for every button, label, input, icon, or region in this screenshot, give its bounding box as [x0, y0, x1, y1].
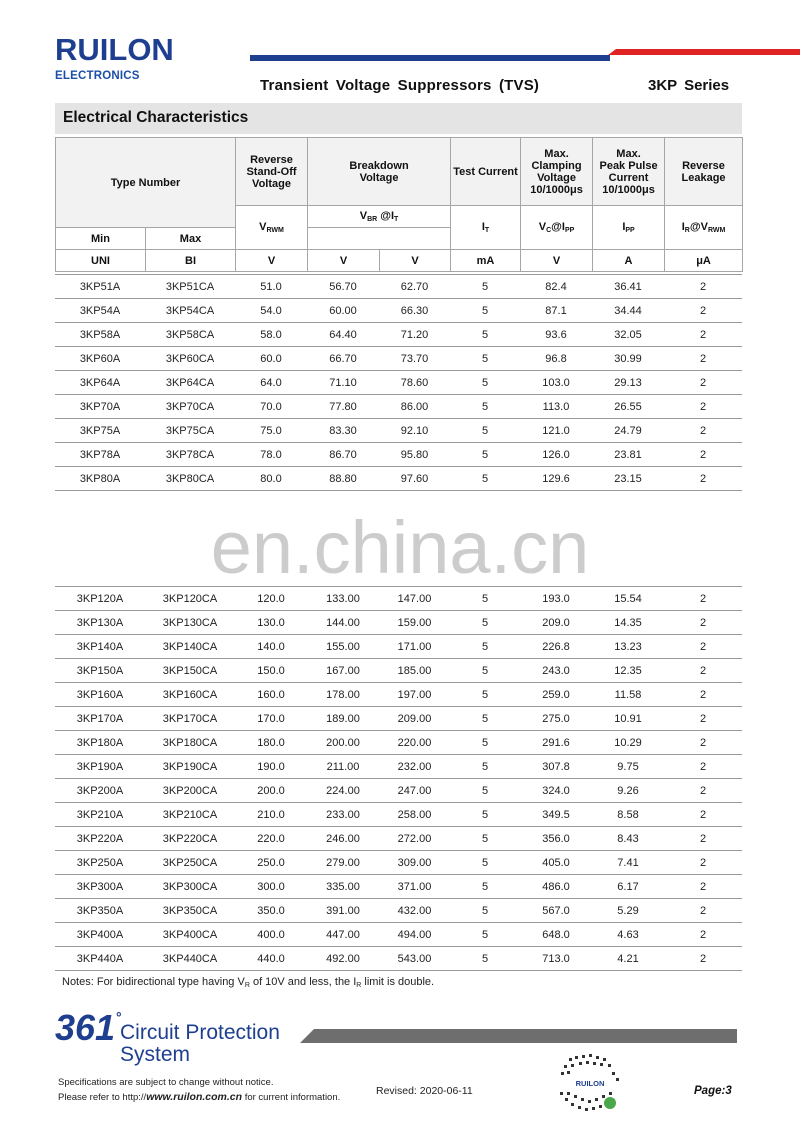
cell-uni: 3KP120A [55, 587, 145, 611]
symbol-ir: $I_R@V_{RWM}$ [665, 206, 743, 250]
unit-min: V [308, 250, 380, 272]
cell-vbr-min: 492.00 [307, 947, 379, 971]
cell-uni: 3KP150A [55, 659, 145, 683]
footer-disclaimer: Specifications are subject to change without notice. [58, 1077, 274, 1088]
cell-vbr-max: 95.80 [379, 443, 450, 467]
cell-bi: 3KP58CA [145, 323, 235, 347]
brand-circuit-protection: Circuit Protection [120, 1021, 280, 1044]
cell-vc: 648.0 [520, 923, 592, 947]
watermark-text: en.china.cn [210, 506, 590, 589]
cell-it: 5 [450, 443, 520, 467]
cell-vbr-max: 220.00 [379, 731, 450, 755]
cell-vbr-min: 178.00 [307, 683, 379, 707]
cell-uni: 3KP440A [55, 947, 145, 971]
cell-vc: 307.8 [520, 755, 592, 779]
cell-ipp: 13.23 [592, 635, 664, 659]
cell-vc: 209.0 [520, 611, 592, 635]
table-row [55, 659, 742, 683]
cell-ir: 2 [664, 299, 742, 323]
unit-uni: UNI [56, 250, 146, 272]
unit-it: mA [451, 250, 521, 272]
cell-vc: 96.8 [520, 347, 592, 371]
table-row [55, 899, 742, 923]
cell-vbr-max: 147.00 [379, 587, 450, 611]
cell-vbr-min: 133.00 [307, 587, 379, 611]
cell-ir: 2 [664, 419, 742, 443]
cell-vbr-max: 78.60 [379, 371, 450, 395]
unit-bi: BI [146, 250, 236, 272]
cell-vrwm: 64.0 [235, 371, 307, 395]
cell-vc: 324.0 [520, 779, 592, 803]
cell-it: 5 [450, 611, 520, 635]
cell-bi: 3KP64CA [145, 371, 235, 395]
cell-bi: 3KP190CA [145, 755, 235, 779]
cell-uni: 3KP75A [55, 419, 145, 443]
cell-vrwm: 190.0 [235, 755, 307, 779]
cell-vbr-min: 155.00 [307, 635, 379, 659]
cell-uni: 3KP350A [55, 899, 145, 923]
cell-uni: 3KP170A [55, 707, 145, 731]
table-row [55, 635, 742, 659]
cell-ipp: 23.81 [592, 443, 664, 467]
cell-vbr-min: 88.80 [307, 467, 379, 491]
symbol-vrwm: $V_{RWM}$ [236, 206, 308, 250]
table-row [55, 419, 742, 443]
cell-ipp: 30.99 [592, 347, 664, 371]
cell-uni: 3KP140A [55, 635, 145, 659]
symbol-vbr: $V_{BR}$ $@I_T$ [308, 206, 451, 228]
cell-vc: 82.4 [520, 275, 592, 299]
revision-date: Revised: 2020-06-11 [376, 1085, 473, 1097]
cell-uni: 3KP210A [55, 803, 145, 827]
cell-ipp: 15.54 [592, 587, 664, 611]
header-breakdown-voltage: Breakdown Voltage [308, 138, 451, 206]
cell-it: 5 [450, 419, 520, 443]
cell-vbr-max: 232.00 [379, 755, 450, 779]
cell-vbr-min: 335.00 [307, 875, 379, 899]
table-row [55, 347, 742, 371]
cell-bi: 3KP300CA [145, 875, 235, 899]
document-title: Transient Voltage Suppressors (TVS) [260, 77, 540, 94]
unit-max: V [380, 250, 451, 272]
cell-uni: 3KP60A [55, 347, 145, 371]
table-row [55, 779, 742, 803]
table-notes: Notes: For bidirectional type having $V_R$ of 10V and less, the $I_R$ limit is double. [62, 976, 435, 989]
cell-it: 5 [450, 371, 520, 395]
cell-vc: 713.0 [520, 947, 592, 971]
cell-vc: 291.6 [520, 731, 592, 755]
table-row [55, 587, 742, 611]
cell-ipp: 32.05 [592, 323, 664, 347]
table-row [55, 395, 742, 419]
cell-uni: 3KP58A [55, 323, 145, 347]
cell-ir: 2 [664, 779, 742, 803]
table-row [55, 731, 742, 755]
cell-ir: 2 [664, 587, 742, 611]
cell-ir: 2 [664, 875, 742, 899]
cell-it: 5 [450, 851, 520, 875]
section-title: Electrical Characteristics [63, 109, 249, 126]
cell-vbr-max: 247.00 [379, 779, 450, 803]
cell-vrwm: 160.0 [235, 683, 307, 707]
cell-uni: 3KP78A [55, 443, 145, 467]
cell-ir: 2 [664, 635, 742, 659]
table-row [55, 611, 742, 635]
header-reverse-leakage: Reverse Leakage [665, 138, 743, 206]
cell-bi: 3KP51CA [145, 275, 235, 299]
qr-logo-text: RUILON [575, 1079, 605, 1088]
cell-vbr-max: 494.00 [379, 923, 450, 947]
header-type-number: Type Number [56, 138, 236, 228]
cell-vrwm: 170.0 [235, 707, 307, 731]
cell-vbr-min: 391.00 [307, 899, 379, 923]
cell-it: 5 [450, 899, 520, 923]
qr-code-icon [555, 1048, 625, 1118]
header-stripe-blue [250, 55, 610, 61]
cell-ir: 2 [664, 467, 742, 491]
cell-vc: 193.0 [520, 587, 592, 611]
cell-vbr-max: 185.00 [379, 659, 450, 683]
footer-gray-bar [300, 1029, 737, 1043]
cell-bi: 3KP130CA [145, 611, 235, 635]
cell-bi: 3KP220CA [145, 827, 235, 851]
cell-vbr-max: 371.00 [379, 875, 450, 899]
table-row [55, 755, 742, 779]
cell-it: 5 [450, 755, 520, 779]
cell-vrwm: 200.0 [235, 779, 307, 803]
data-table-bottom [55, 586, 742, 971]
cell-ipp: 6.17 [592, 875, 664, 899]
cell-uni: 3KP80A [55, 467, 145, 491]
cell-ipp: 10.91 [592, 707, 664, 731]
cell-vbr-min: 64.40 [307, 323, 379, 347]
cell-bi: 3KP440CA [145, 947, 235, 971]
cell-vbr-min: 211.00 [307, 755, 379, 779]
cell-ir: 2 [664, 323, 742, 347]
table-row [55, 827, 742, 851]
cell-uni: 3KP130A [55, 611, 145, 635]
cell-ipp: 23.15 [592, 467, 664, 491]
cell-vrwm: 210.0 [235, 803, 307, 827]
cell-vrwm: 350.0 [235, 899, 307, 923]
cell-vbr-max: 97.60 [379, 467, 450, 491]
table-row [55, 299, 742, 323]
cell-bi: 3KP80CA [145, 467, 235, 491]
cell-vbr-min: 86.70 [307, 443, 379, 467]
table-row [55, 323, 742, 347]
cell-bi: 3KP120CA [145, 587, 235, 611]
symbol-it: $I_T$ [451, 206, 521, 250]
cell-bi: 3KP160CA [145, 683, 235, 707]
cell-ir: 2 [664, 707, 742, 731]
cell-it: 5 [450, 779, 520, 803]
cell-vc: 87.1 [520, 299, 592, 323]
cell-vbr-min: 144.00 [307, 611, 379, 635]
cell-it: 5 [450, 875, 520, 899]
cell-bi: 3KP150CA [145, 659, 235, 683]
cell-bi: 3KP54CA [145, 299, 235, 323]
cell-it: 5 [450, 683, 520, 707]
cell-it: 5 [450, 827, 520, 851]
series-name: 3KP Series [648, 77, 730, 94]
unit-ipp: A [593, 250, 665, 272]
cell-ir: 2 [664, 923, 742, 947]
cell-it: 5 [450, 395, 520, 419]
page-number: Page:3 [694, 1085, 732, 1097]
cell-ir: 2 [664, 347, 742, 371]
cell-ir: 2 [664, 755, 742, 779]
cell-vrwm: 180.0 [235, 731, 307, 755]
data-table-top [55, 274, 742, 491]
table-row [55, 467, 742, 491]
cell-ipp: 4.63 [592, 923, 664, 947]
cell-vbr-min: 66.70 [307, 347, 379, 371]
cell-vbr-max: 309.00 [379, 851, 450, 875]
cell-vc: 349.5 [520, 803, 592, 827]
cell-vrwm: 220.0 [235, 827, 307, 851]
cell-vc: 226.8 [520, 635, 592, 659]
cell-vrwm: 75.0 [235, 419, 307, 443]
cell-bi: 3KP170CA [145, 707, 235, 731]
cell-ir: 2 [664, 443, 742, 467]
brand-361-number: 361 [55, 1007, 116, 1048]
cell-ipp: 24.79 [592, 419, 664, 443]
table-row [55, 275, 742, 299]
cell-ir: 2 [664, 899, 742, 923]
cell-vbr-max: 66.30 [379, 299, 450, 323]
cell-vbr-min: 189.00 [307, 707, 379, 731]
cell-ipp: 7.41 [592, 851, 664, 875]
cell-uni: 3KP54A [55, 299, 145, 323]
cell-vrwm: 51.0 [235, 275, 307, 299]
cell-vc: 567.0 [520, 899, 592, 923]
cell-bi: 3KP210CA [145, 803, 235, 827]
cell-vbr-max: 258.00 [379, 803, 450, 827]
cell-vbr-max: 71.20 [379, 323, 450, 347]
cell-vbr-min: 56.70 [307, 275, 379, 299]
cell-vrwm: 54.0 [235, 299, 307, 323]
cell-ipp: 5.29 [592, 899, 664, 923]
cell-vc: 126.0 [520, 443, 592, 467]
header-max-peak-pulse: Max. Peak Pulse Current 10/1000μs [593, 138, 665, 206]
header-test-current: Test Current [451, 138, 521, 206]
cell-ir: 2 [664, 851, 742, 875]
cell-vrwm: 120.0 [235, 587, 307, 611]
cell-ipp: 14.35 [592, 611, 664, 635]
unit-vrwm: V [236, 250, 308, 272]
cell-uni: 3KP200A [55, 779, 145, 803]
table-row [55, 923, 742, 947]
cell-vrwm: 78.0 [235, 443, 307, 467]
table-row [55, 947, 742, 971]
cell-vbr-max: 92.10 [379, 419, 450, 443]
cell-vbr-max: 272.00 [379, 827, 450, 851]
cell-bi: 3KP180CA [145, 731, 235, 755]
website-link[interactable]: www.ruilon.com.cn [146, 1091, 243, 1103]
cell-bi: 3KP78CA [145, 443, 235, 467]
cell-it: 5 [450, 707, 520, 731]
cell-vbr-min: 224.00 [307, 779, 379, 803]
cell-uni: 3KP70A [55, 395, 145, 419]
cell-vbr-min: 200.00 [307, 731, 379, 755]
cell-bi: 3KP200CA [145, 779, 235, 803]
cell-vrwm: 70.0 [235, 395, 307, 419]
cell-it: 5 [450, 947, 520, 971]
cell-vc: 486.0 [520, 875, 592, 899]
cell-ipp: 9.26 [592, 779, 664, 803]
symbol-vc: $V_C@I_{PP}$ [521, 206, 593, 250]
cell-vrwm: 150.0 [235, 659, 307, 683]
cell-it: 5 [450, 923, 520, 947]
cell-vrwm: 60.0 [235, 347, 307, 371]
cell-ipp: 34.44 [592, 299, 664, 323]
cell-vc: 113.0 [520, 395, 592, 419]
header-stripe-red [608, 49, 800, 55]
cell-vc: 243.0 [520, 659, 592, 683]
company-logo: RUILON [55, 32, 174, 67]
cell-it: 5 [450, 275, 520, 299]
cell-vbr-max: 159.00 [379, 611, 450, 635]
cell-vrwm: 140.0 [235, 635, 307, 659]
cell-vbr-min: 83.30 [307, 419, 379, 443]
brand-system: System [120, 1043, 191, 1066]
cell-ipp: 11.58 [592, 683, 664, 707]
cell-it: 5 [450, 467, 520, 491]
cell-vc: 121.0 [520, 419, 592, 443]
table-header [55, 137, 743, 272]
cell-ipp: 29.13 [592, 371, 664, 395]
cell-ir: 2 [664, 275, 742, 299]
cell-vbr-max: 86.00 [379, 395, 450, 419]
cell-vbr-min: 246.00 [307, 827, 379, 851]
unit-ir: μA [665, 250, 743, 272]
cell-bi: 3KP400CA [145, 923, 235, 947]
cell-vrwm: 400.0 [235, 923, 307, 947]
cell-ipp: 26.55 [592, 395, 664, 419]
cell-uni: 3KP190A [55, 755, 145, 779]
cell-it: 5 [450, 659, 520, 683]
cell-ir: 2 [664, 947, 742, 971]
brand-degree-sign: ° [116, 1009, 122, 1025]
cell-ir: 2 [664, 731, 742, 755]
cell-ipp: 8.58 [592, 803, 664, 827]
cell-vbr-max: 543.00 [379, 947, 450, 971]
cell-bi: 3KP70CA [145, 395, 235, 419]
cell-it: 5 [450, 635, 520, 659]
cell-ipp: 4.21 [592, 947, 664, 971]
cell-bi: 3KP60CA [145, 347, 235, 371]
cell-uni: 3KP300A [55, 875, 145, 899]
cell-vc: 356.0 [520, 827, 592, 851]
cell-it: 5 [450, 803, 520, 827]
cell-vbr-max: 209.00 [379, 707, 450, 731]
cell-vc: 103.0 [520, 371, 592, 395]
cell-vrwm: 440.0 [235, 947, 307, 971]
cell-bi: 3KP140CA [145, 635, 235, 659]
cell-ir: 2 [664, 803, 742, 827]
cell-ipp: 12.35 [592, 659, 664, 683]
cell-ipp: 9.75 [592, 755, 664, 779]
table-row [55, 683, 742, 707]
table-row [55, 851, 742, 875]
symbol-max: Max [146, 228, 236, 250]
cell-vbr-min: 279.00 [307, 851, 379, 875]
cell-vbr-min: 77.80 [307, 395, 379, 419]
cell-vbr-min: 233.00 [307, 803, 379, 827]
cell-bi: 3KP250CA [145, 851, 235, 875]
cell-it: 5 [450, 323, 520, 347]
cell-vbr-min: 71.10 [307, 371, 379, 395]
header-max-clamping: Max. Clamping Voltage 10/1000μs [521, 138, 593, 206]
cell-vbr-min: 60.00 [307, 299, 379, 323]
cell-vbr-max: 171.00 [379, 635, 450, 659]
cell-bi: 3KP350CA [145, 899, 235, 923]
cell-it: 5 [450, 587, 520, 611]
cell-uni: 3KP160A [55, 683, 145, 707]
cell-vc: 259.0 [520, 683, 592, 707]
table-row [55, 443, 742, 467]
cell-ir: 2 [664, 827, 742, 851]
cell-vc: 93.6 [520, 323, 592, 347]
cell-ipp: 8.43 [592, 827, 664, 851]
cell-ipp: 10.29 [592, 731, 664, 755]
cell-uni: 3KP400A [55, 923, 145, 947]
cell-vrwm: 58.0 [235, 323, 307, 347]
symbol-ipp: $I_{PP}$ [593, 206, 665, 250]
cell-vrwm: 130.0 [235, 611, 307, 635]
cell-ir: 2 [664, 659, 742, 683]
cell-vbr-min: 447.00 [307, 923, 379, 947]
cell-vbr-max: 73.70 [379, 347, 450, 371]
cell-vc: 129.6 [520, 467, 592, 491]
symbol-min: Min [56, 228, 146, 250]
cell-ir: 2 [664, 371, 742, 395]
cell-it: 5 [450, 731, 520, 755]
unit-vc: V [521, 250, 593, 272]
header-reverse-standoff: Reverse Stand-Off Voltage [236, 138, 308, 206]
cell-vrwm: 250.0 [235, 851, 307, 875]
cell-ir: 2 [664, 683, 742, 707]
cell-vbr-max: 432.00 [379, 899, 450, 923]
cell-vrwm: 300.0 [235, 875, 307, 899]
cell-vc: 405.0 [520, 851, 592, 875]
cell-vbr-min: 167.00 [307, 659, 379, 683]
table-row [55, 875, 742, 899]
footer-website-line: Please refer to http://www.ruilon.com.cn for current information. [58, 1091, 341, 1103]
cell-uni: 3KP250A [55, 851, 145, 875]
cell-vbr-max: 62.70 [379, 275, 450, 299]
cell-it: 5 [450, 299, 520, 323]
cell-vbr-max: 197.00 [379, 683, 450, 707]
cell-ipp: 36.41 [592, 275, 664, 299]
cell-bi: 3KP75CA [145, 419, 235, 443]
cell-uni: 3KP180A [55, 731, 145, 755]
cell-vrwm: 80.0 [235, 467, 307, 491]
cell-uni: 3KP220A [55, 827, 145, 851]
table-row [55, 803, 742, 827]
cell-it: 5 [450, 347, 520, 371]
table-row [55, 707, 742, 731]
company-logo-subtitle: ELECTRONICS [55, 70, 140, 82]
cell-ir: 2 [664, 395, 742, 419]
cell-ir: 2 [664, 611, 742, 635]
table-row [55, 371, 742, 395]
cell-uni: 3KP64A [55, 371, 145, 395]
cell-vc: 275.0 [520, 707, 592, 731]
cell-uni: 3KP51A [55, 275, 145, 299]
